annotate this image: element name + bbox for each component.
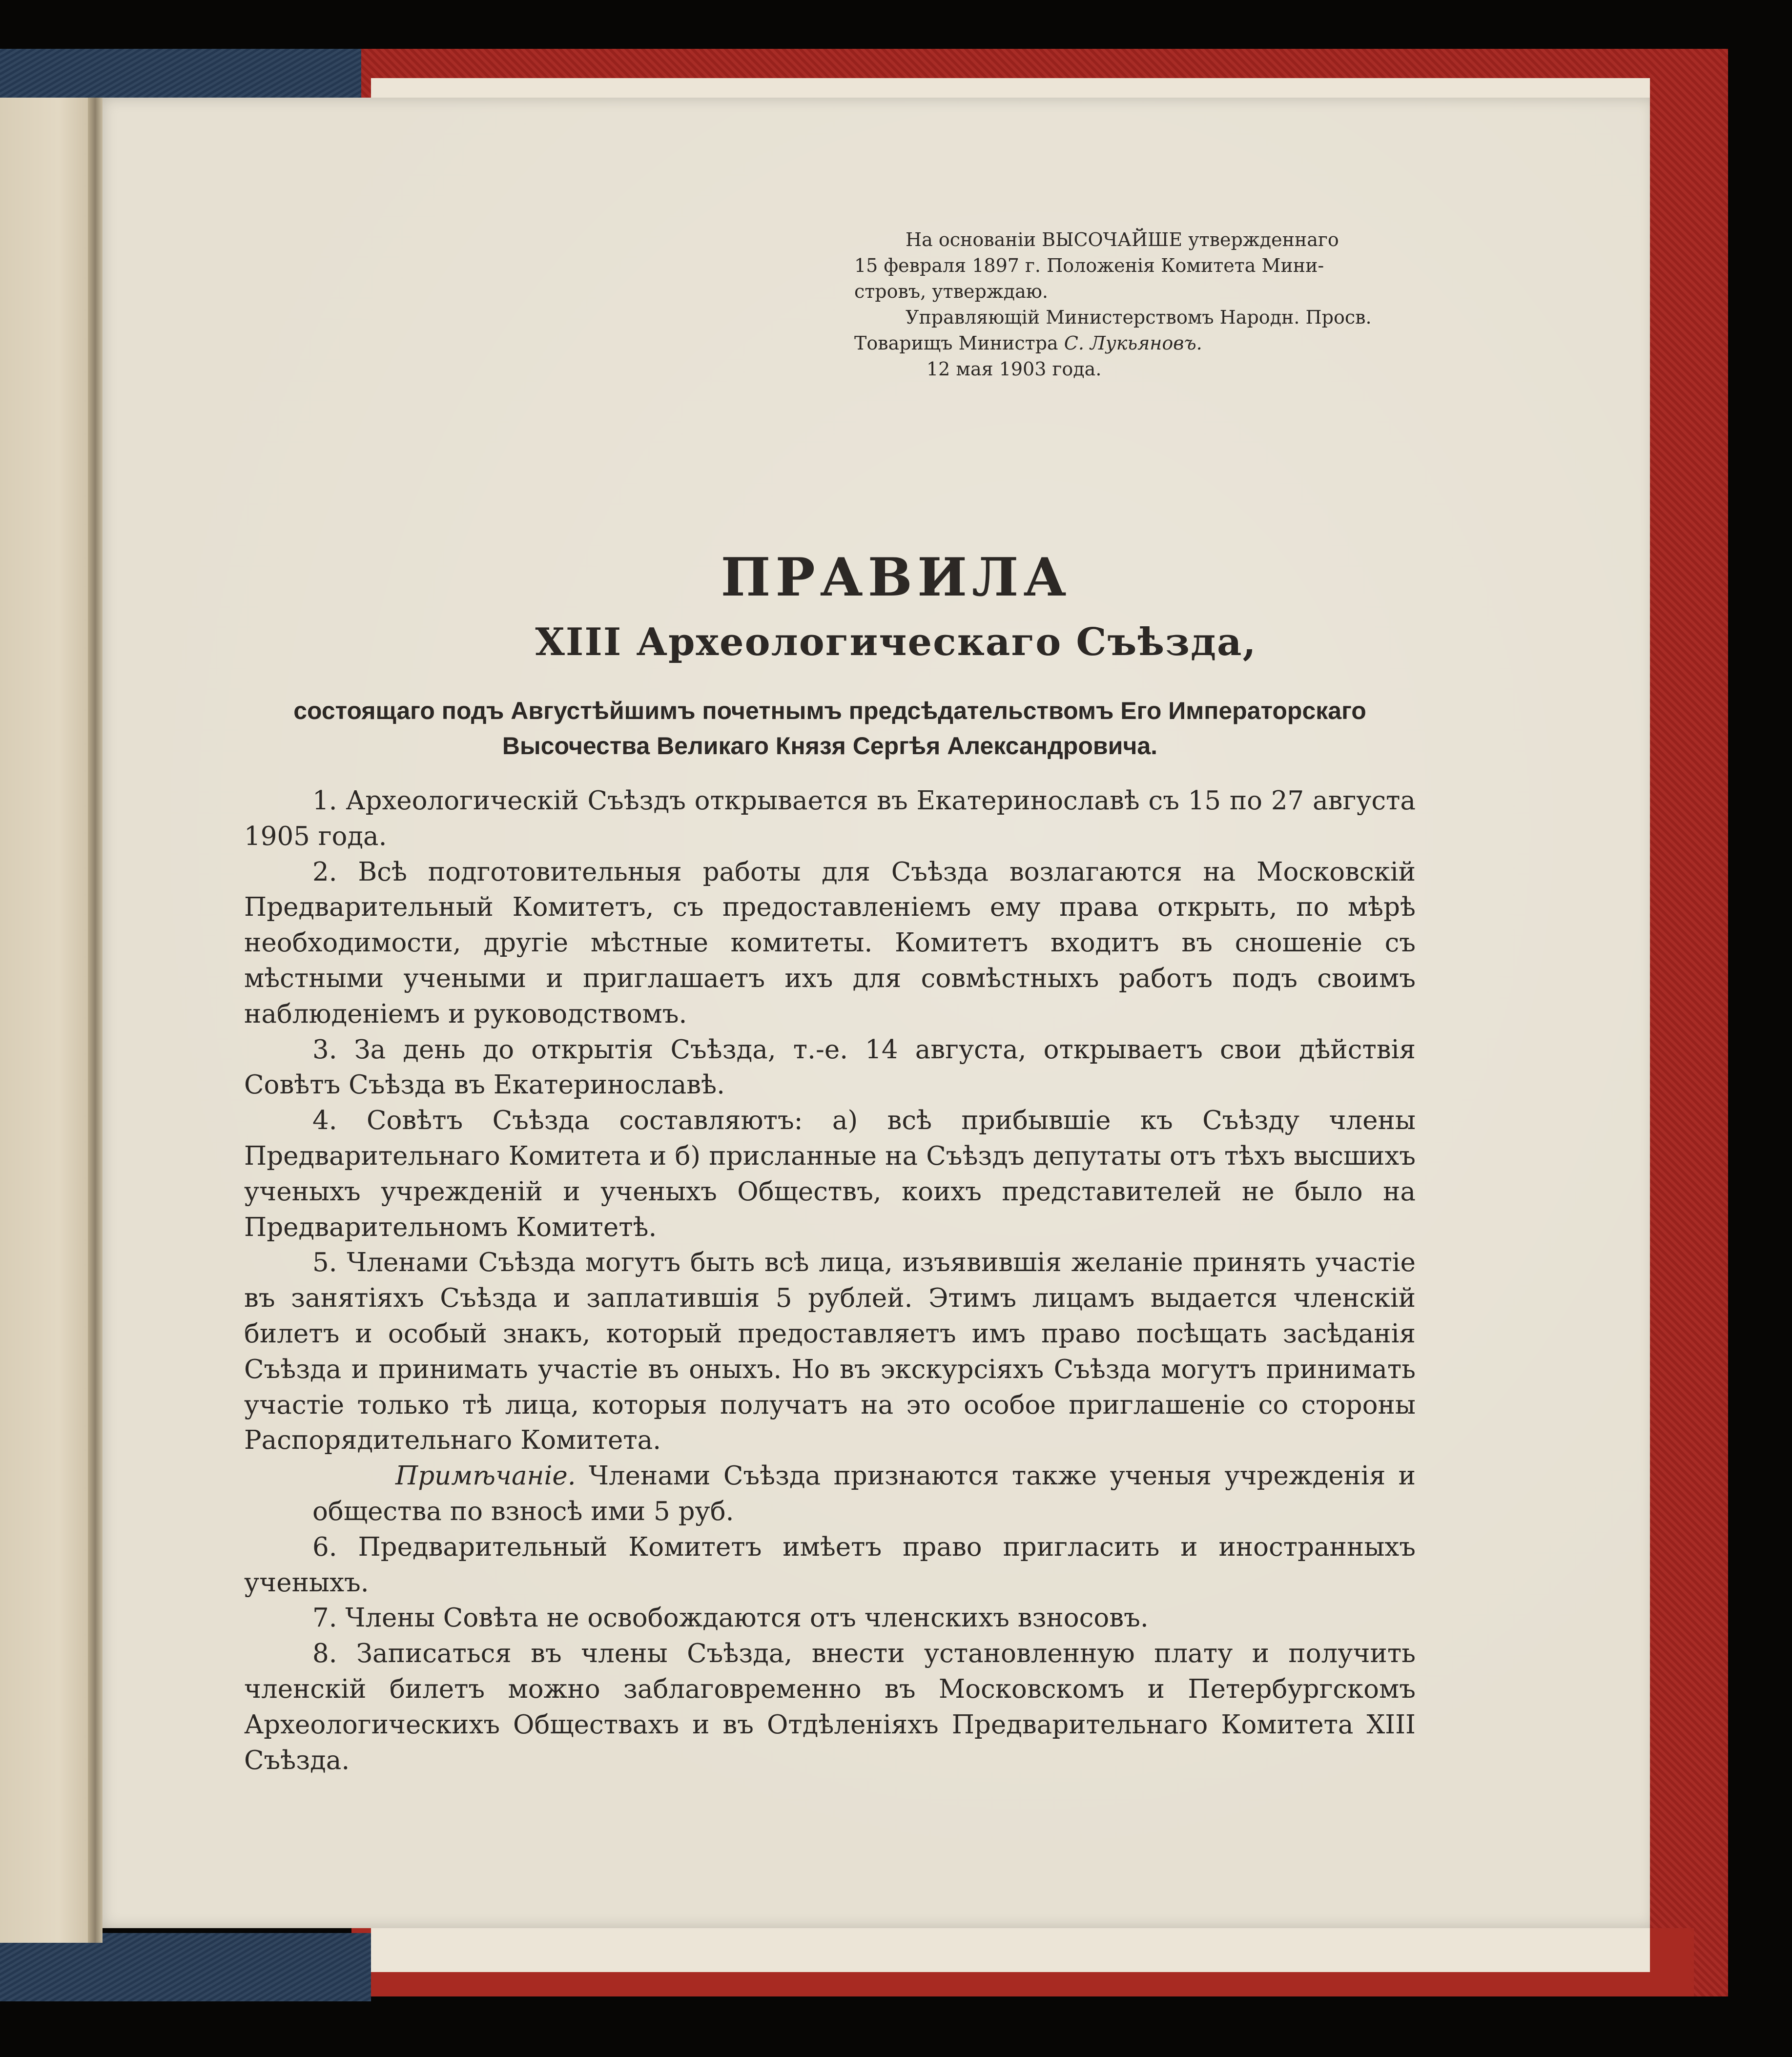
rule-note xyxy=(244,1459,1416,1530)
note-text: Членами Съѣзда признаются также ученыя учрежденія и общества по взносѣ ими 5 руб. xyxy=(312,1461,1416,1526)
rule-paragraph: 1. Археологическій Съѣздъ открывается въ Екатеринославѣ съ 15 по 27 августа 1905 года. xyxy=(244,786,1416,851)
approval-title: Товарищъ Министра xyxy=(854,332,1058,354)
approval-line: стровъ, утверждаю. xyxy=(854,281,1048,302)
approval-signature: С. Лукьяновъ. xyxy=(1064,332,1202,354)
approval-line xyxy=(854,330,1416,356)
rule-paragraph: 8. Записаться въ члены Съѣзда, внести установленную плату и получить членскій билетъ можно заблаговременно въ Московскомъ и Петербургскомъ Археологическихъ Обществахъ и въ Отдѣленіяхъ Предварительнаго Комитета XIII Съѣзда. xyxy=(244,1639,1416,1775)
approval-block xyxy=(854,227,1416,382)
patronage-line-1: состоящаго подъ Августѣйшимъ почетнымъ предсѣдательствомъ Его Императорскаго xyxy=(293,697,1366,724)
document-subtitle: XIII Археологическаго Съѣзда, xyxy=(535,620,1257,664)
rule-paragraph: 4. Совѣтъ Съѣзда составляютъ: а) всѣ прибывшіе къ Съѣзду члены Предварительнаго Комитета и б) присланные на Съѣздъ депутаты отъ тѣхъ высшихъ ученыхъ учрежденій и ученыхъ Обществъ, коихъ представителей не было на Предварительномъ Комитетѣ. xyxy=(244,1106,1416,1242)
approval-line: Управляющій Министерствомъ Народн. Просв. xyxy=(906,307,1372,328)
rules-body xyxy=(244,783,1416,1778)
patronage-line-2: Высочества Великаго Князя Сергѣя Александровича. xyxy=(502,732,1158,760)
page-gutter xyxy=(88,98,103,1943)
left-page-edge xyxy=(0,98,98,1943)
patronage-line xyxy=(234,693,1425,763)
rule-paragraph: 6. Предварительный Комитетъ имѣетъ право пригласить и иностранныхъ ученыхъ. xyxy=(244,1532,1416,1598)
rule-paragraph: 2. Всѣ подготовительныя работы для Съѣзда возлагаются на Московскій Предварительный Комитетъ, съ предоставленіемъ ему права открыть, по мѣрѣ необходимости, другіе мѣстные комитеты. Комитетъ входитъ въ сношеніе съ мѣстными учеными и приглашаетъ ихъ для совмѣстныхъ работъ подъ своимъ наблюденіемъ и руководствомъ. xyxy=(244,857,1416,1029)
approval-date: 12 мая 1903 года. xyxy=(927,358,1102,380)
rule-paragraph: 3. За день до открытія Съѣзда, т.-е. 14 августа, открываетъ свои дѣйствія Совѣтъ Съѣзда въ Екатеринославѣ. xyxy=(244,1034,1416,1100)
rule-paragraph: 5. Членами Съѣзда могутъ быть всѣ лица, изъявившія желаніе принять участіе въ занятіяхъ Съѣзда и заплатившія 5 рублей. Этимъ лицамъ выдается членскій билетъ и особый знакъ, который предоставляетъ имъ право посѣщать засѣданія Съѣзда и принимать участіе въ оныхъ. Но въ экскурсіяхъ Съѣзда могутъ принимать участіе только тѣ лица, которыя получатъ на это особое приглашеніе со стороны Распорядительнаго Комитета. xyxy=(244,1248,1416,1456)
approval-line: На основаніи ВЫСОЧАЙШЕ утвержденнаго xyxy=(906,229,1339,250)
rule-paragraph: 7. Члены Совѣта не освобождаются отъ членскихъ взносовъ. xyxy=(312,1603,1149,1633)
note-label: Примѣчаніе. xyxy=(395,1461,576,1491)
book-spine-bottom xyxy=(0,1933,371,2001)
document-title: ПРАВИЛА xyxy=(721,547,1071,608)
approval-line: 15 февраля 1897 г. Положенія Комитета Мини- xyxy=(854,255,1324,276)
